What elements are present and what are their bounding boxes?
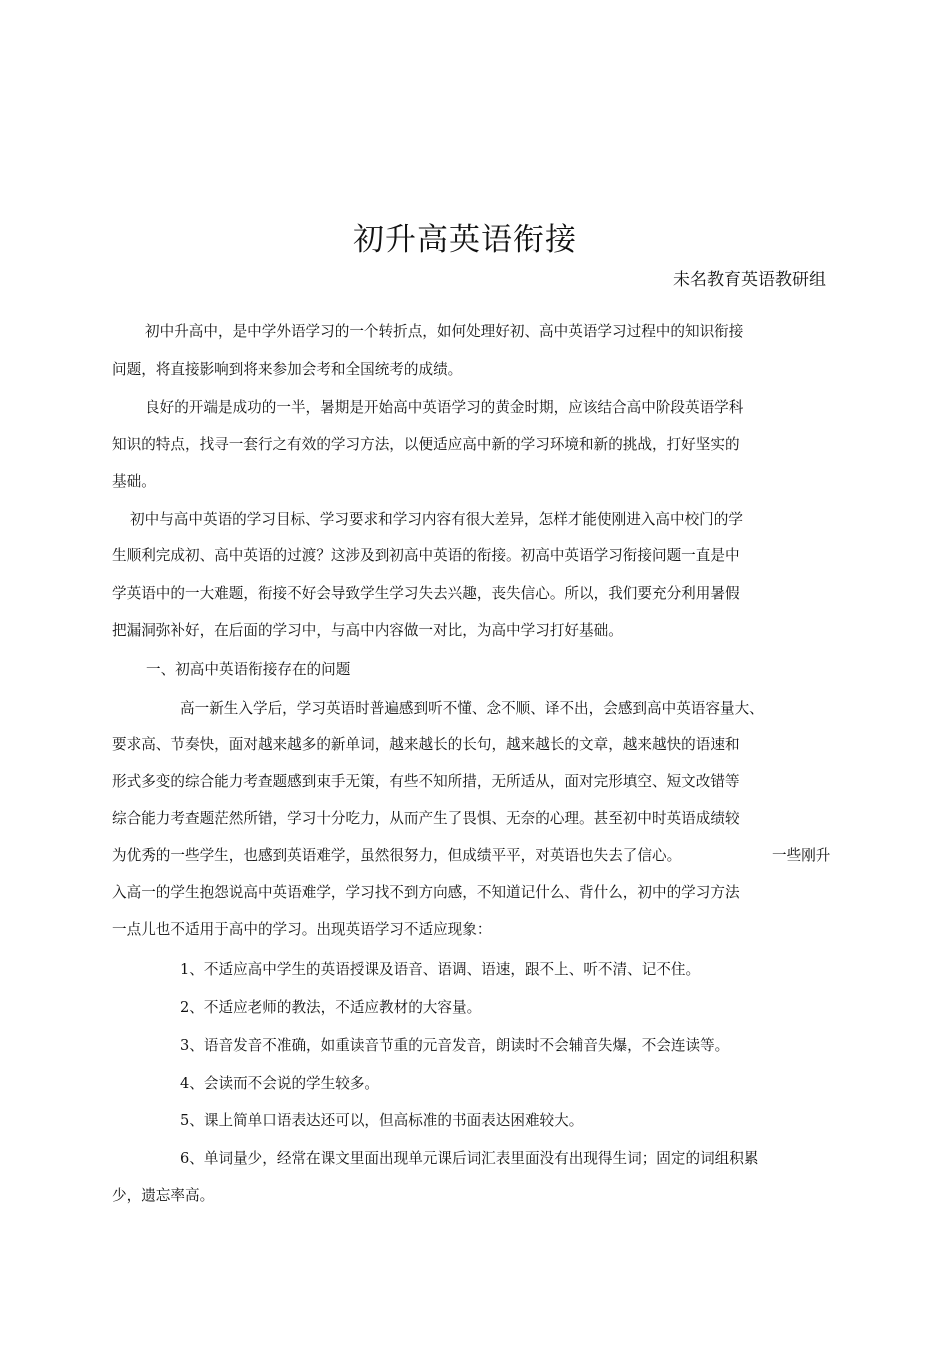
paragraph-line: 学英语中的一大难题，衔接不好会导致学生学习失去兴趣，丧失信心。所以，我们要充分利用暑假 [112,585,740,602]
list-item: 1、不适应高中学生的英语授课及语音、语调、语速，跟不上、听不清、记不住。 [180,961,701,978]
paragraph-line: 问题，将直接影响到将来参加会考和全国统考的成绩。 [112,361,463,378]
paragraph-line: 基础。 [112,473,156,490]
paragraph-line: 综合能力考查题茫然所错，学习十分吃力，从而产生了畏惧、无奈的心理。甚至初中时英语成绩较 [112,810,740,827]
paragraph-line: 入高一的学生抱怨说高中英语难学，学习找不到方向感，不知道记什么、背什么，初中的学习方法 [112,884,740,901]
document-author: 未名教育英语教研组 [673,270,826,290]
paragraph-line: 生顺利完成初、高中英语的过渡？这涉及到初高中英语的衔接。初高中英语学习衔接问题一直是中 [112,547,740,564]
list-item: 3、语音发音不准确，如重读音节重的元音发音，朗读时不会辅音失爆，不会连读等。 [180,1037,730,1054]
paragraph-line: 高一新生入学后，学习英语时普遍感到听不懂、念不顺、译不出，会感到高中英语容量大、 [180,700,764,717]
paragraph-line: 形式多变的综合能力考查题感到束手无策，有些不知所措，无所适从，面对完形填空、短文改错等 [112,773,740,790]
document-title: 初升高英语衔接 [353,222,577,258]
paragraph-line: 良好的开端是成功的一半，暑期是开始高中英语学习的黄金时期，应该结合高中阶段英语学科 [145,399,744,416]
paragraph-line: 把漏洞弥补好，在后面的学习中，与高中内容做一对比，为高中学习打好基础。 [112,622,623,639]
paragraph-line: 一些刚升 [772,847,831,864]
paragraph-line: 初中升高中，是中学外语学习的一个转折点，如何处理好初、高中英语学习过程中的知识衔接 [145,323,744,340]
paragraph-line: 要求高、节奏快，面对越来越多的新单词，越来越长的长句，越来越长的文章，越来越快的语速和 [112,736,740,753]
list-item: 2、不适应老师的教法，不适应教材的大容量。 [180,999,482,1016]
paragraph-line: 为优秀的一些学生，也感到英语难学，虽然很努力，但成绩平平，对英语也失去了信心。 [112,847,682,864]
paragraph-line: 一点儿也不适用于高中的学习。出现英语学习不适应现象： [112,921,492,938]
paragraph-line: 初中与高中英语的学习目标、学习要求和学习内容有很大差异，怎样才能使刚进入高中校门的学 [130,511,743,528]
paragraph-line: 知识的特点，找寻一套行之有效的学习方法，以便适应高中新的学习环境和新的挑战，打好坚实的 [112,436,740,453]
list-item-continuation: 少，遗忘率高。 [112,1187,215,1204]
list-item: 6、单词量少，经常在课文里面出现单元课后词汇表里面没有出现得生词；固定的词组积累 [180,1150,759,1167]
list-item: 5、课上简单口语表达还可以，但高标准的书面表达困难较大。 [180,1112,584,1129]
list-item: 4、会读而不会说的学生较多。 [180,1075,380,1092]
section-heading: 一、初高中英语衔接存在的问题 [146,661,351,678]
